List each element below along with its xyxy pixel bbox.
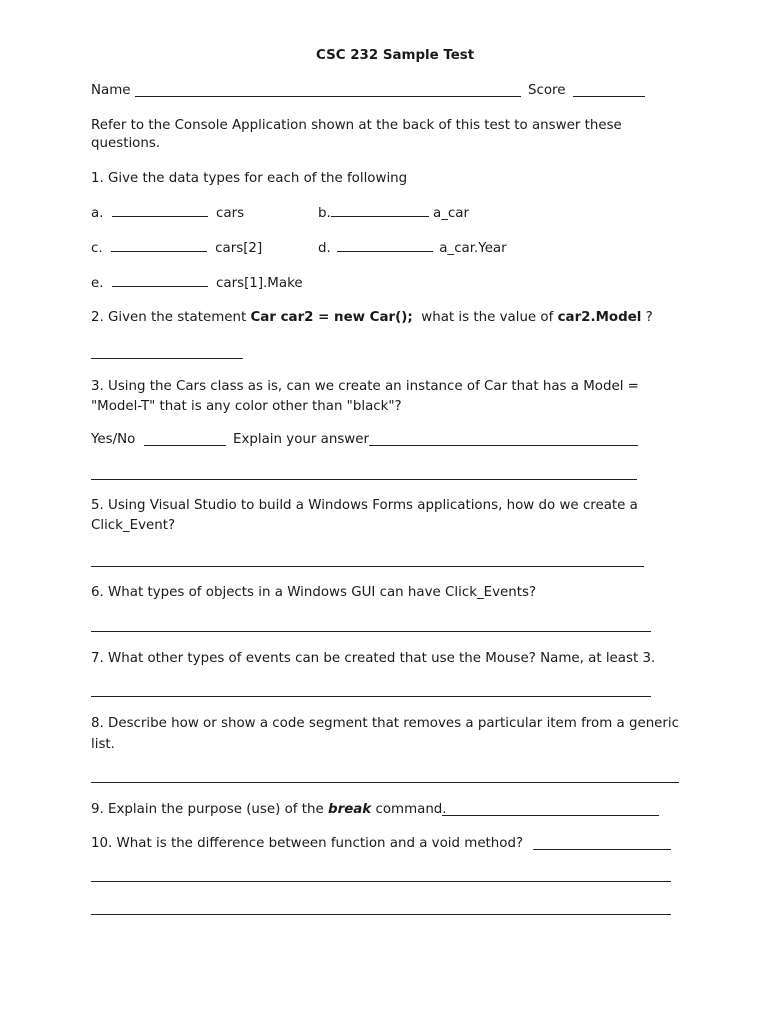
q1-expr-a: cars [216, 206, 245, 221]
q9-post: command. [371, 802, 447, 817]
q10-answer-line-2[interactable] [91, 914, 671, 915]
q3-line-2: "Model-T" that is any color other than "black"? [91, 399, 402, 414]
intro-line-2: questions. [91, 136, 161, 151]
q10-answer-field[interactable] [533, 849, 671, 850]
score-label: Score [528, 83, 566, 98]
q1-item-b [318, 204, 469, 223]
q1-letter-c: c. [91, 241, 103, 256]
q3-explain-field[interactable] [369, 445, 638, 446]
q2-answer-line[interactable] [91, 358, 243, 359]
q1-item-a [91, 204, 244, 223]
q7-prompt: 7. What other types of events can be created that use the Mouse? Name, at least 3. [91, 651, 656, 666]
q1-answer-e[interactable] [112, 274, 208, 287]
q1-expr-c: cars[2] [215, 241, 263, 256]
q8-line-1: 8. Describe how or show a code segment that removes a particular item from a generic [91, 716, 680, 731]
q5-line-2: Click_Event? [91, 518, 176, 533]
q7-answer-line[interactable] [91, 696, 651, 697]
intro-line-1: Refer to the Console Application shown at the back of this test to answer these [91, 118, 622, 133]
q1-letter-d: d. [318, 241, 331, 256]
q3-yesno-label: Yes/No [91, 432, 136, 447]
q1-answer-d[interactable] [337, 239, 433, 252]
q1-answer-c[interactable] [111, 239, 207, 252]
q5-answer-line[interactable] [91, 566, 644, 567]
q1-item-c [91, 239, 262, 258]
score-field[interactable] [573, 96, 645, 97]
q1-letter-a: a. [91, 206, 104, 221]
q2-post: ? [641, 310, 653, 325]
q1-letter-e: e. [91, 276, 104, 291]
q9-keyword: break [328, 802, 372, 817]
q10-answer-line-1[interactable] [91, 881, 671, 882]
q3-line-1: 3. Using the Cars class as is, can we create an instance of Car that has a Model = [91, 379, 639, 394]
q1-answer-b[interactable] [331, 204, 429, 217]
q9-answer-field[interactable] [442, 815, 659, 816]
q1-letter-b: b. [318, 206, 331, 221]
q6-prompt: 6. What types of objects in a Windows GUI can have Click_Events? [91, 585, 537, 600]
q1-prompt: 1. Give the data types for each of the following [91, 171, 408, 186]
q8-answer-line[interactable] [91, 782, 679, 783]
q2-pre: 2. Given the statement [91, 310, 251, 325]
q2-target: car2.Model [557, 310, 642, 325]
q1-expr-b: a_car [433, 206, 470, 221]
q10-prompt: 10. What is the difference between function and a void method? [91, 836, 524, 851]
q2-mid: what is the value of [412, 310, 558, 325]
q3-answer-line[interactable] [91, 479, 637, 480]
q1-answer-a[interactable] [112, 204, 208, 217]
q1-item-e [91, 274, 303, 293]
q6-answer-line[interactable] [91, 631, 651, 632]
name-field[interactable] [135, 96, 521, 97]
q9-prompt [91, 801, 447, 819]
q2-prompt [91, 309, 653, 327]
q9-pre: 9. Explain the purpose (use) of the [91, 802, 328, 817]
q3-explain-label: Explain your answer [233, 432, 370, 447]
q5-line-1: 5. Using Visual Studio to build a Windows Forms applications, how do we create a [91, 498, 638, 513]
q3-yesno-field[interactable] [144, 445, 226, 446]
q1-expr-d: a_car.Year [439, 241, 507, 256]
name-label: Name [91, 83, 131, 98]
page-title: CSC 232 Sample Test [316, 48, 475, 63]
q1-item-d [318, 239, 507, 258]
q8-line-2: list. [91, 737, 115, 752]
q2-code: Car car2 = new Car(); [250, 310, 413, 325]
q1-expr-e: cars[1].Make [216, 276, 303, 291]
